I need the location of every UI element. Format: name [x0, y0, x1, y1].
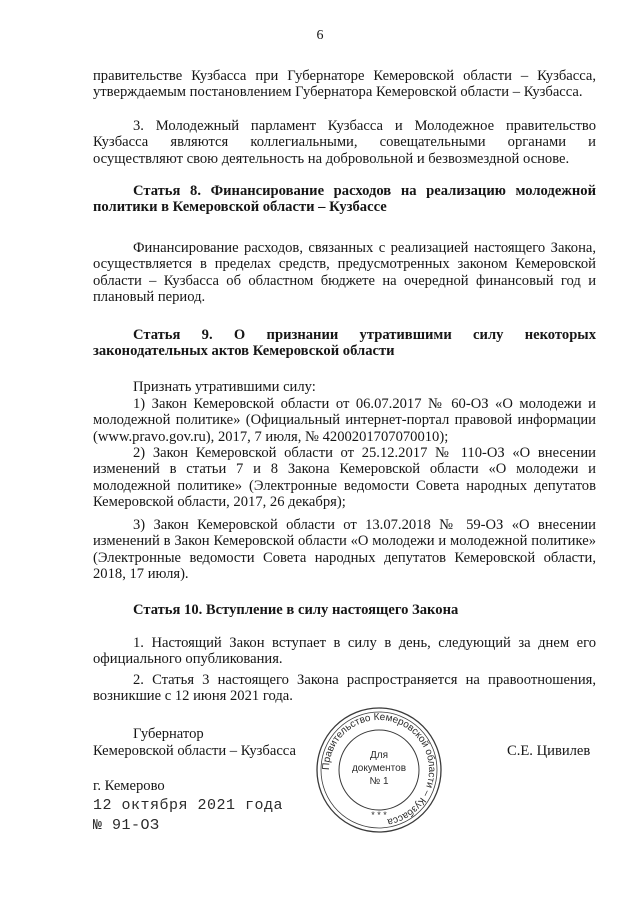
- law-date: 12 октября 2021 года: [93, 797, 284, 814]
- seal-stars: * * *: [371, 810, 387, 820]
- signature-title-line-2: Кемеровской области – Кузбасса: [93, 743, 296, 759]
- seal-center-line-3: № 1: [369, 776, 389, 787]
- article-8-text: Финансирование расходов, связанных с реализацией настоящего Закона, осуществляется в пределах средств, предусмотренных законом Кемеровской области – Кузбасса об областном бюджете на очередной финансовый год и плановый период.: [93, 240, 596, 305]
- article-9-item-2: 2) Закон Кемеровской области от 25.12.2017 № 110-ОЗ «О внесении изменений в статьи 7 и 8 Закона Кемеровской области «О молодежи и молодежной политике» (Электронные ведомости Совета народных депутатов Кемеровской области, 2017, 26 декабря);: [93, 445, 596, 510]
- city: г. Кемерово: [93, 778, 165, 794]
- seal-ring-text: Правительство Кемеровской области – Кузбасса: [320, 711, 438, 828]
- official-seal-stamp: [315, 706, 443, 834]
- signature-title-line-1: Губернатор: [133, 726, 204, 742]
- page-number: 6: [316, 28, 324, 43]
- article-9-item-3: 3) Закон Кемеровской области от 13.07.2018 № 59-ОЗ «О внесении изменений в Закон Кемеровской области «О молодежи и молодежной политике» (Электронные ведомости Совета народных депутатов Кемеровской области, 2018, 17 июля).: [93, 517, 596, 582]
- article-9-intro: Признать утратившими силу:: [133, 379, 316, 395]
- article-10-item-2: 2. Статья 3 настоящего Закона распространяется на правоотношения, возникшие с 12 июня 2021 года.: [93, 672, 596, 705]
- article-9-heading: Статья 9. О признании утратившими силу некоторых законодательных актов Кемеровской области: [93, 327, 596, 360]
- law-number: № 91-ОЗ: [93, 817, 160, 834]
- seal-center-line-2: документов: [351, 763, 407, 774]
- seal-center-line-1: Для: [369, 750, 389, 761]
- paragraph-3: 3. Молодежный парламент Кузбасса и Молодежное правительство Кузбасса являются коллегиальными, совещательными органами и осуществляют свою деятельность на добровольной и безвозмездной основе.: [93, 118, 596, 167]
- article-9-item-1: 1) Закон Кемеровской области от 06.07.2017 № 60-ОЗ «О молодежи и молодежной политике» (Официальный интернет-портал правовой информации (www.pravo.gov.ru), 2017, 7 июля, № 4200201707070010);: [93, 396, 596, 445]
- article-10-heading: Статья 10. Вступление в силу настоящего Закона: [133, 602, 459, 618]
- paragraph-continuation: правительстве Кузбасса при Губернаторе Кемеровской области – Кузбасса, утверждаемым постановлением Губернатора Кемеровской области – Кузбасса.: [93, 68, 596, 101]
- signature-name: С.Е. Цивилев: [507, 743, 591, 759]
- article-10-item-1: 1. Настоящий Закон вступает в силу в день, следующий за днем его официального опубликования.: [93, 635, 596, 668]
- article-8-heading: Статья 8. Финансирование расходов на реализацию молодежной политики в Кемеровской области – Кузбассе: [93, 183, 596, 216]
